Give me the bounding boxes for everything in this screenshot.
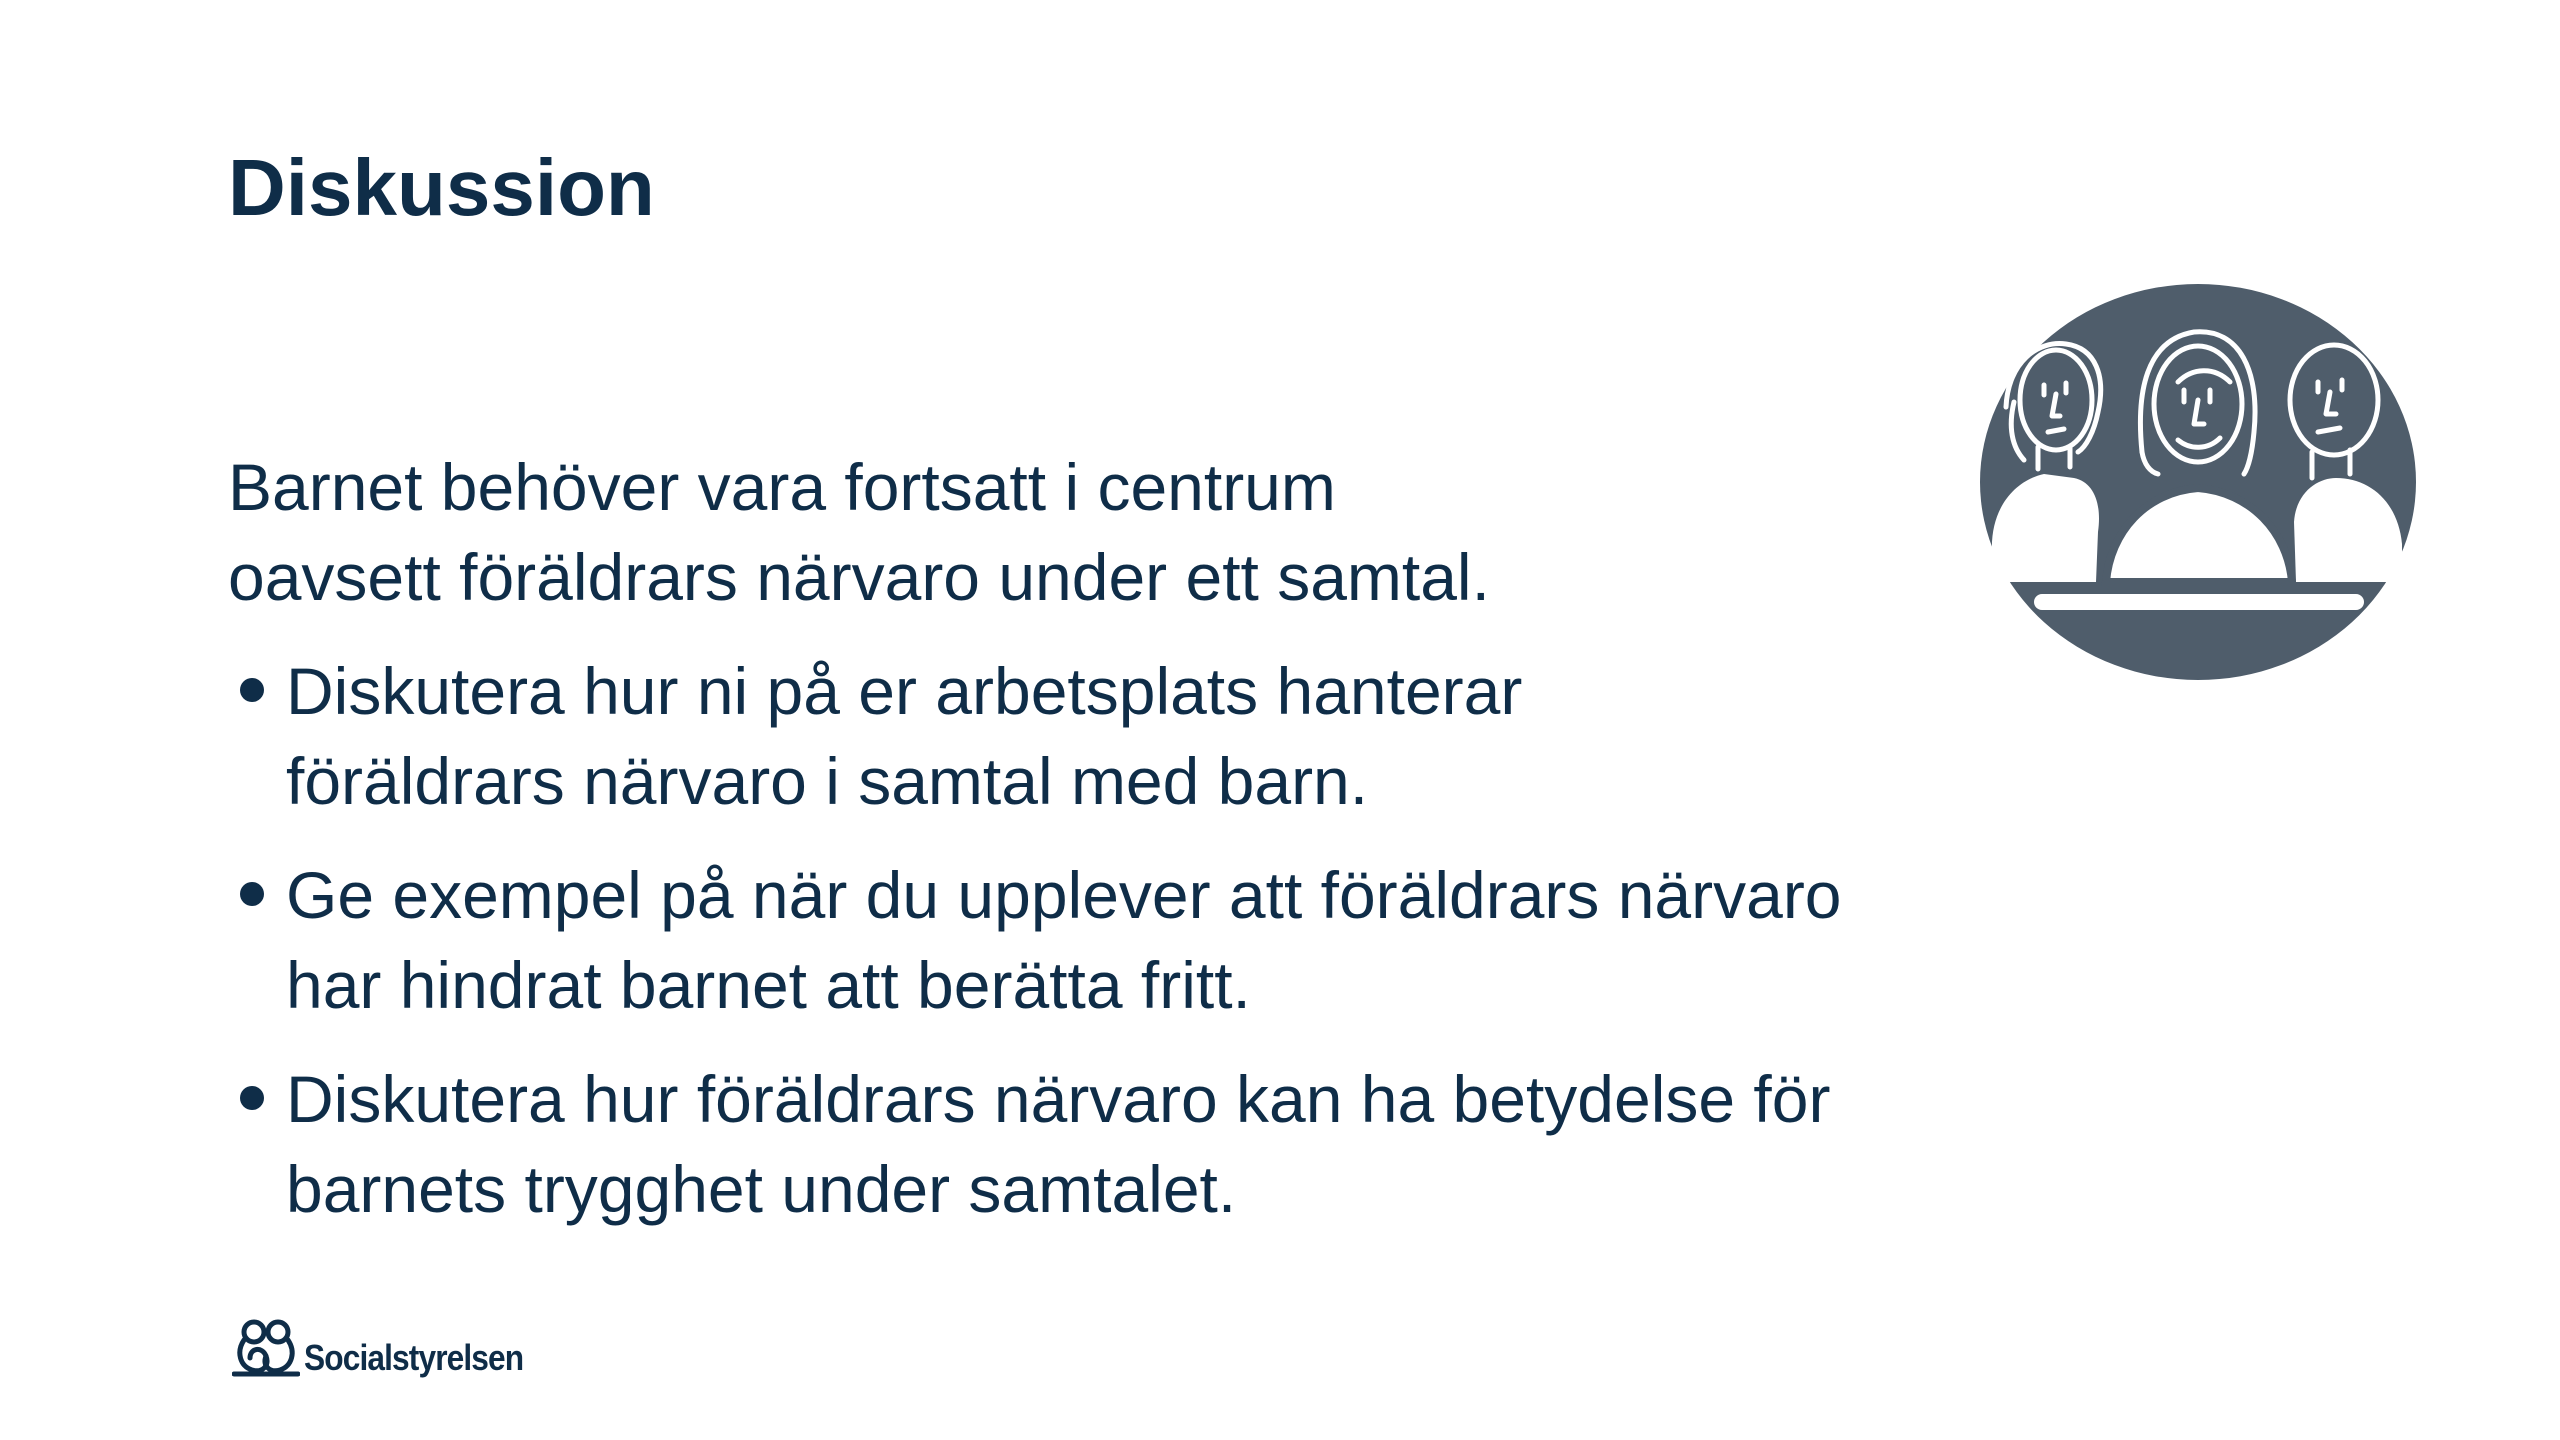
- intro-line: oavsett föräldrars närvaro under ett samtal.: [228, 540, 1490, 614]
- intro-line: Barnet behöver vara fortsatt i centrum: [228, 450, 1336, 524]
- logo-text: Socialstyrelsen: [304, 1337, 524, 1378]
- intro-paragraph: [228, 442, 1728, 622]
- bullet-line: barnets trygghet under samtalet.: [286, 1152, 1237, 1226]
- socialstyrelsen-logo-icon: [232, 1318, 300, 1378]
- socialstyrelsen-logo: [232, 1318, 553, 1378]
- bullet-dot-icon: [240, 678, 264, 702]
- bullet-text: [286, 646, 2128, 826]
- bullet-text: [286, 850, 2128, 1030]
- bullet-list: [228, 646, 2128, 1258]
- bullet-text: [286, 1054, 2128, 1234]
- three-people-discussion-icon: [1978, 282, 2418, 682]
- bullet-line: har hindrat barnet att berätta fritt.: [286, 948, 1251, 1022]
- bullet-item: [228, 646, 2128, 826]
- bullet-dot-icon: [240, 882, 264, 906]
- bullet-line: Ge exempel på när du upplever att föräldrars närvaro: [286, 858, 1842, 932]
- bullet-line: Diskutera hur föräldrars närvaro kan ha betydelse för: [286, 1062, 1831, 1136]
- bullet-item: [228, 850, 2128, 1030]
- bullet-line: Diskutera hur ni på er arbetsplats hanterar: [286, 654, 1523, 728]
- bullet-line: föräldrars närvaro i samtal med barn.: [286, 744, 1369, 818]
- slide-title: Diskussion: [228, 143, 655, 232]
- bullet-item: [228, 1054, 2128, 1234]
- bullet-dot-icon: [240, 1086, 264, 1110]
